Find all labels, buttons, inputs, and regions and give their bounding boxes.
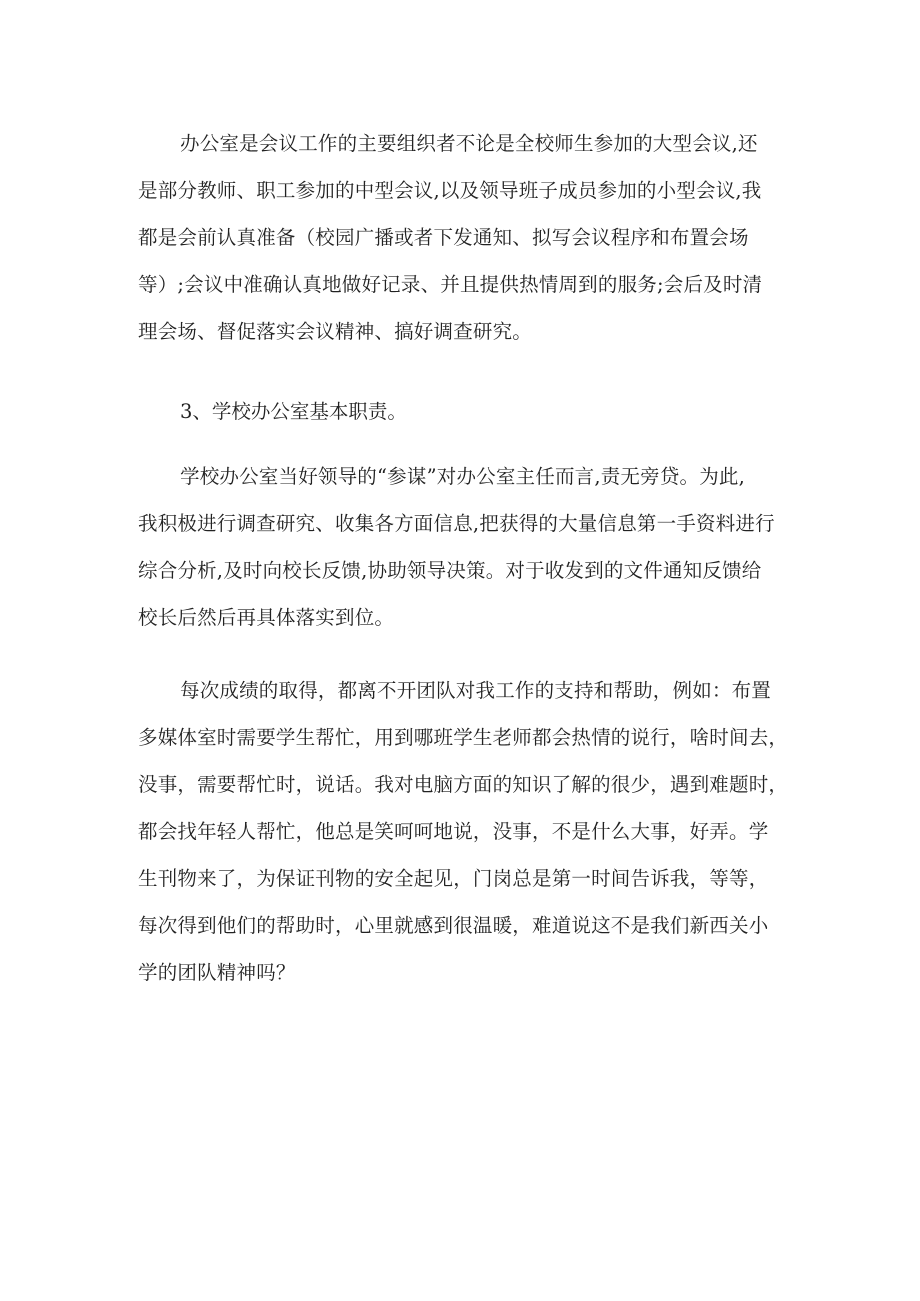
- paragraph-line: 学的团队精神吗？: [138, 961, 296, 984]
- paragraph-line: 等）;会议中准确认真地做好记录、并且提供热情周到的服务;会后及时清: [138, 273, 763, 296]
- paragraph-line: 办公室是会议工作的主要组织者不论是全校师生参加的大型会议,还: [180, 132, 758, 155]
- paragraph-line: 我积极进行调查研究、收集各方面信息,把获得的大量信息第一手资料进行: [138, 512, 775, 535]
- paragraph-office-duties: [138, 453, 798, 641]
- section-heading: [138, 388, 798, 435]
- paragraph-line: 都是会前认真准备（校园广播或者下发通知、拟写会议程序和布置会场: [138, 226, 749, 249]
- paragraph-line: 是部分教师、职工参加的中型会议,以及领导班子成员参加的小型会议,我: [138, 179, 762, 202]
- paragraph-line: 校长后然后再具体落实到位。: [138, 606, 395, 629]
- paragraph-team-spirit: [138, 667, 798, 996]
- paragraph-meeting-work: [138, 120, 798, 355]
- paragraph-line: 学校办公室当好领导的“参谋”对办公室主任而言,责无旁贷。为此,: [180, 465, 746, 488]
- paragraph-line: 都会找年轻人帮忙，他总是笑呵呵地说，没事，不是什么大事，好弄。学: [138, 820, 769, 843]
- paragraph-line: 理会场、督促落实会议精神、搞好调查研究。: [138, 320, 533, 343]
- paragraph-line: 每次得到他们的帮助时，心里就感到很温暖，难道说这不是我们新西关小: [138, 914, 769, 937]
- paragraph-line: 综合分析,及时向校长反馈,协助领导决策。对于收发到的文件通知反馈给: [138, 559, 762, 582]
- paragraph-line: 多媒体室时需要学生帮忙，用到哪班学生老师都会热情的说行，啥时间去，: [138, 726, 789, 749]
- section-heading-text: 3、学校办公室基本职责。: [180, 400, 407, 423]
- paragraph-line: 生刊物来了，为保证刊物的安全起见，门岗总是第一时间告诉我，等等，: [138, 867, 769, 890]
- paragraph-line: 每次成绩的取得，都离不开团队对我工作的支持和帮助，例如：布置: [180, 679, 772, 702]
- paragraph-line: 没事，需要帮忙时，说话。我对电脑方面的知识了解的很少，遇到难题时，: [138, 773, 789, 796]
